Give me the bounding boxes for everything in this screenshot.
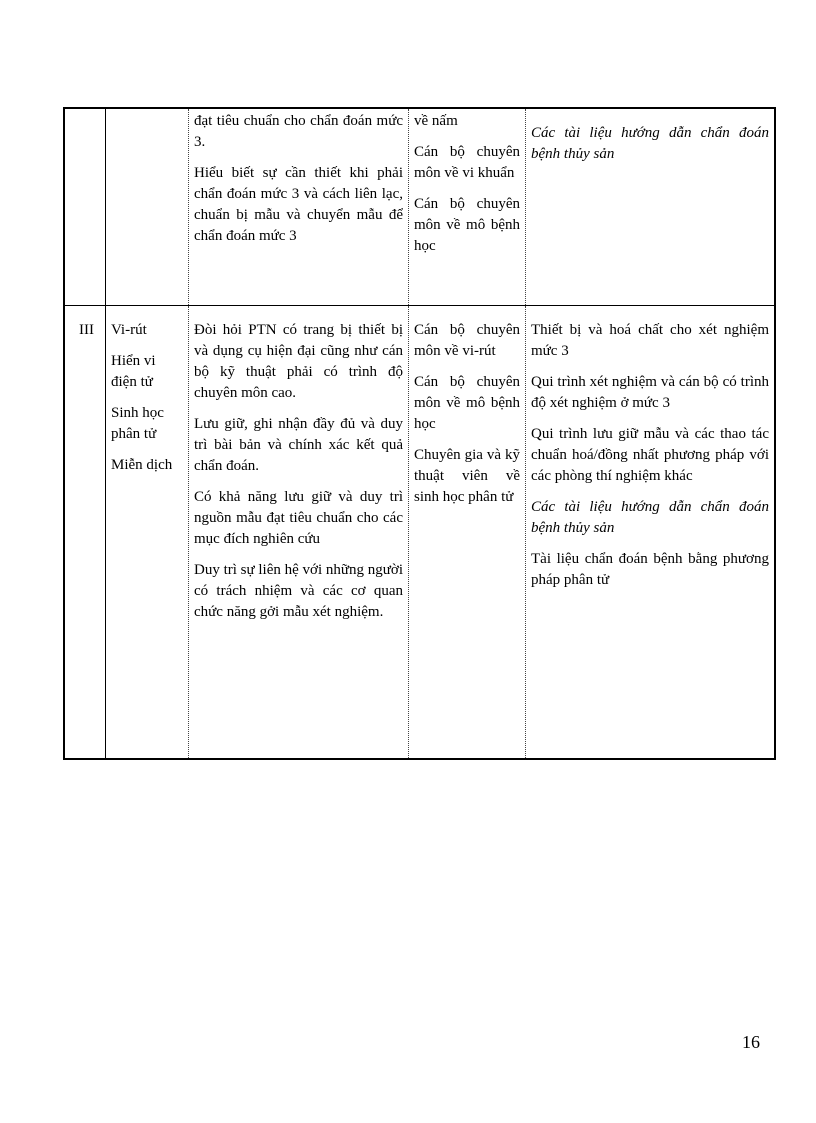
diagnostic-item: Hiển vi điện tử	[111, 353, 156, 390]
level-number: III	[79, 322, 94, 338]
level-number	[65, 109, 105, 123]
resource-text: Qui trình xét nghiệm và cán bộ có trình độ xét nghiệm ở mức 3	[531, 374, 769, 411]
diagnostics-cell	[106, 108, 189, 306]
resource-text: Các tài liệu hướng dẫn chẩn đoán bệnh thủy sản	[531, 125, 769, 162]
diagnostic-levels-table	[63, 107, 776, 760]
page-number: 16	[742, 1032, 760, 1052]
diagnostic-item: Vi-rút	[111, 322, 147, 338]
staff-cell	[409, 306, 526, 760]
requirement-text: đạt tiêu chuẩn cho chẩn đoán mức 3.	[194, 113, 403, 150]
resource-text: Các tài liệu hướng dẫn chẩn đoán bệnh thủy sản	[531, 499, 769, 536]
table-row	[64, 108, 775, 306]
staff-cell	[409, 108, 526, 306]
resources-cell	[526, 306, 776, 760]
requirement-text: Lưu giữ, ghi nhận đầy đủ và duy trì bài bản và chính xác kết quả chẩn đoán.	[194, 416, 403, 474]
resource-text: Qui trình lưu giữ mẫu và các thao tác chuẩn hoá/đồng nhất phương pháp với các phòng thí nghiệm khác	[531, 426, 769, 484]
resource-text: Tài liệu chẩn đoán bệnh bằng phương pháp phân tử	[531, 551, 769, 588]
resources-cell	[526, 108, 776, 306]
level-number-cell	[64, 306, 106, 760]
requirements-cell	[189, 306, 409, 760]
staff-text: Cán bộ chuyên môn về mô bệnh học	[414, 196, 520, 254]
table-row	[64, 306, 775, 760]
requirement-text: Hiểu biết sự cần thiết khi phải chẩn đoán mức 3 và cách liên lạc, chuẩn bị mẫu và chuyển mẫu để chẩn đoán mức 3	[194, 165, 403, 244]
level-number-cell	[64, 108, 106, 306]
staff-text: Cán bộ chuyên môn về vi-rút	[414, 322, 520, 359]
staff-text: Cán bộ chuyên môn về mô bệnh học	[414, 374, 520, 432]
diagnostic-item: Miễn dịch	[111, 457, 173, 473]
diagnostic-item: Sinh học phân tử	[111, 405, 164, 442]
requirement-text: Có khả năng lưu giữ và duy trì nguồn mẫu đạt tiêu chuẩn cho các mục đích nghiên cứu	[194, 489, 403, 547]
staff-text: về nấm	[414, 113, 458, 129]
staff-text: Chuyên gia và kỹ thuật viên về sinh học phân tử	[414, 447, 520, 505]
resource-text: Thiết bị và hoá chất cho xét nghiệm mức 3	[531, 322, 769, 359]
requirements-cell	[189, 108, 409, 306]
requirement-text: Đòi hỏi PTN có trang bị thiết bị và dụng cụ hiện đại cũng như cán bộ kỹ thuật phải có trình độ chuyên môn cao.	[194, 322, 403, 401]
diagnostics-cell	[106, 306, 189, 760]
requirement-text: Duy trì sự liên hệ với những người có trách nhiệm và các cơ quan chức năng gởi mẫu xét nghiệm.	[194, 562, 403, 620]
staff-text: Cán bộ chuyên môn về vi khuẩn	[414, 144, 520, 181]
